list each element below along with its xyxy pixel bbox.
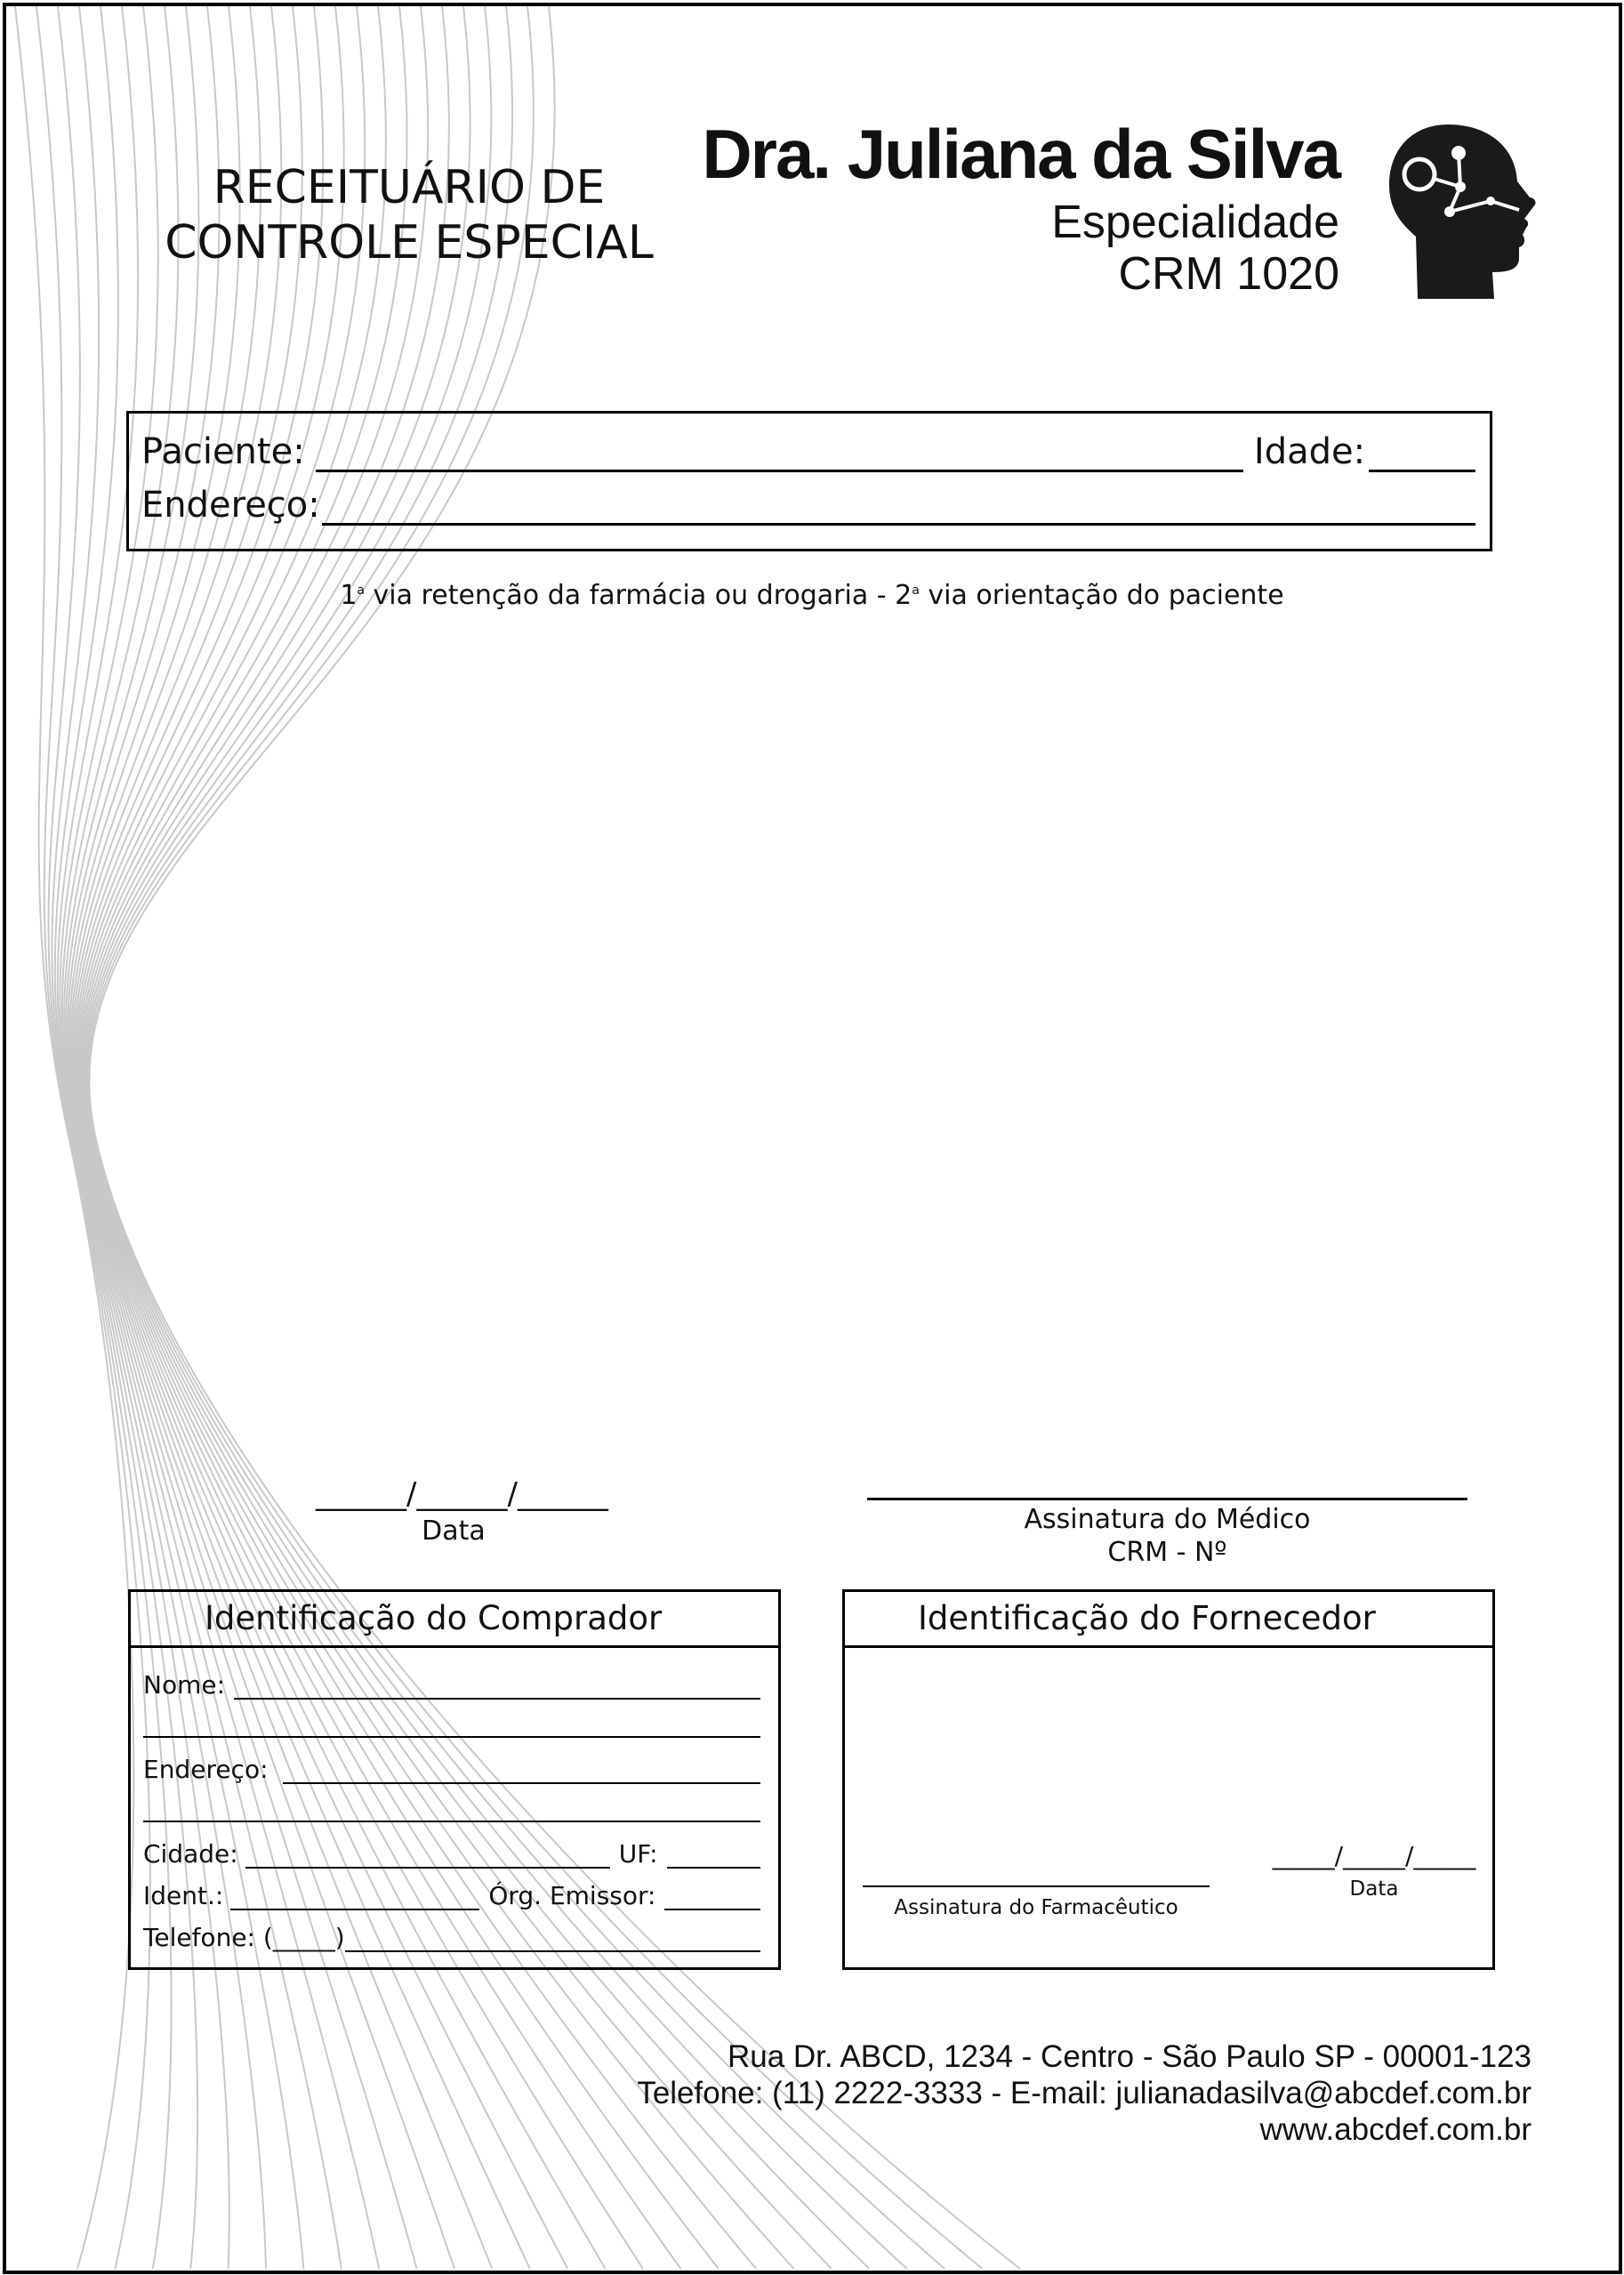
buyer-uf-field[interactable] [667,1845,760,1869]
footer-contact: Telefone: (11) 2222-3333 - E-mail: julianadasilva@abcdef.com.br [637,2076,1532,2110]
patient-address-label: Endereço: [141,485,320,526]
head-network-icon [1386,123,1537,299]
via-note-middle: via retenção da farmácia ou drogaria - [365,580,896,611]
buyer-ident-field[interactable] [230,1887,479,1910]
buyer-issuer-label: Órg. Emissor: [488,1881,656,1910]
footer-address: Rua Dr. ABCD, 1234 - Centro - São Paulo SP - 00001-123 [727,2039,1532,2074]
patient-name-field[interactable] [316,439,1243,472]
buyer-address-label: Endereço: [143,1755,269,1784]
title-line-1: RECEITUÁRIO DE [213,161,606,214]
buyer-identification-panel [128,1589,781,1970]
copy-routing-note [0,580,1624,611]
patient-name-row [141,431,1475,472]
doctor-signature-block [867,1459,1467,1568]
buyer-ident-row [143,1881,760,1910]
document-title [133,160,685,270]
via-note-end: via orientação do paciente [919,580,1284,611]
buyer-phone-row [143,1923,760,1952]
doctor-crm: CRM 1020 [1118,248,1339,300]
title-line-2: CONTROLE ESPECIAL [165,216,654,269]
date-field[interactable]: ______/______/______ [316,1476,608,1512]
buyer-city-row [143,1839,760,1869]
buyer-address-row-2 [143,1799,760,1822]
patient-address-field[interactable] [322,493,1475,526]
doctor-crm-caption: CRM - Nº [1107,1537,1227,1568]
buyer-name-field[interactable] [234,1676,760,1700]
buyer-name-row-2 [143,1715,760,1738]
contact-footer [637,2038,1532,2148]
buyer-address-field[interactable] [283,1761,760,1784]
patient-name-label: Paciente: [141,431,305,472]
supplier-date-block [1272,1841,1476,1901]
supplier-identification-panel [842,1589,1495,1970]
buyer-address-row [143,1755,760,1784]
supplier-date-field[interactable]: _____/_____/_____ [1272,1841,1476,1870]
footer-website: www.abcdef.com.br [1259,2112,1532,2147]
pharmacist-signature-block [863,1859,1210,1919]
patient-age-field[interactable] [1369,439,1475,472]
buyer-phone-label: Telefone: (_____) [143,1923,345,1952]
patient-address-row [141,485,1475,526]
doctor-name: Dra. Juliana da Silva [702,115,1339,193]
via-first-ordinal: a [357,583,366,598]
date-caption: Data [422,1515,486,1547]
buyer-city-field[interactable] [245,1845,610,1869]
doctor-signature-line[interactable] [867,1459,1467,1500]
pharmacist-signature-line[interactable] [863,1859,1210,1887]
buyer-ident-label: Ident.: [143,1881,224,1910]
prescription-date [316,1476,608,1547]
via-second-number: 2 [895,580,912,611]
buyer-city-label: Cidade: [143,1839,238,1869]
buyer-phone-field[interactable] [345,1929,760,1952]
buyer-address-field-2[interactable] [143,1799,760,1822]
patient-info-box [126,411,1492,551]
via-first-number: 1 [340,580,358,611]
buyer-issuer-field[interactable] [664,1887,760,1910]
supplier-panel-heading: Identificação do Fornecedor [845,1592,1492,1648]
doctor-signature-caption: Assinatura do Médico [1024,1504,1311,1535]
buyer-uf-label: UF: [618,1839,658,1869]
patient-age-label: Idade: [1253,431,1366,472]
doctor-specialty: Especialidade [1051,197,1339,248]
buyer-name-field-2[interactable] [143,1715,760,1738]
buyer-name-label: Nome: [143,1670,226,1700]
buyer-name-row [143,1670,760,1700]
buyer-panel-heading: Identificação do Comprador [131,1592,778,1648]
pharmacist-signature-caption: Assinatura do Farmacêutico [894,1896,1178,1919]
supplier-date-caption: Data [1349,1877,1399,1901]
via-second-ordinal: a [912,583,920,598]
